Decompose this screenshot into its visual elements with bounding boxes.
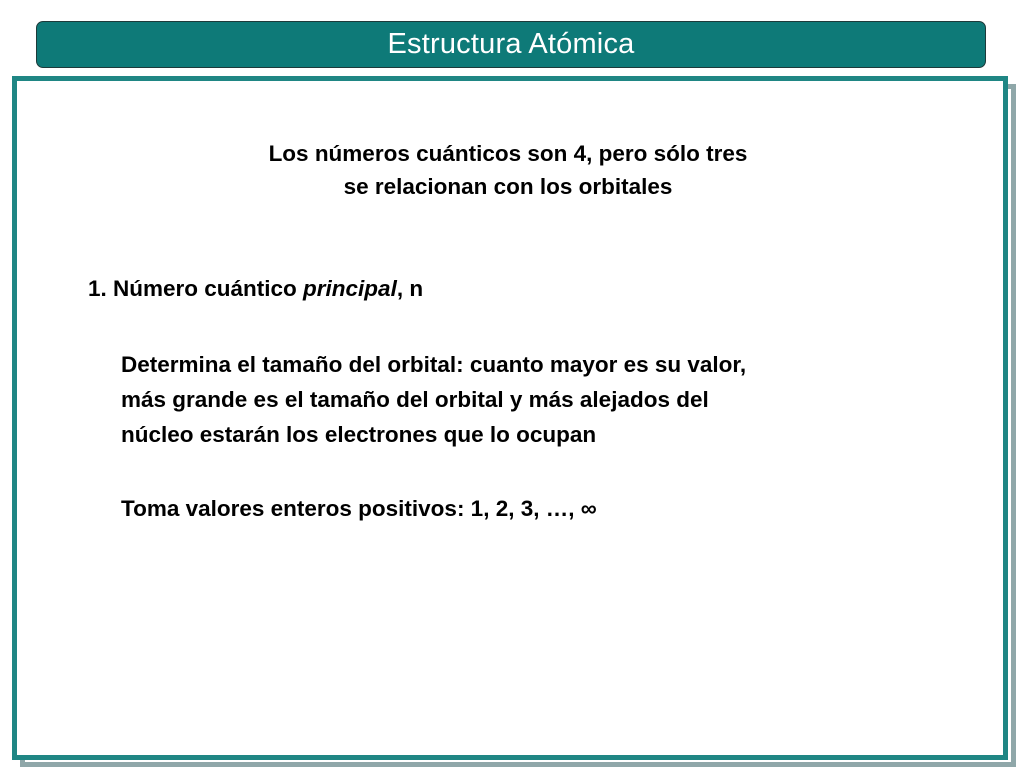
section-heading (88, 272, 423, 305)
intro-text (150, 137, 866, 203)
description-line-3: núcleo estarán los electrones que lo ocupan (121, 422, 597, 447)
intro-line-2: se relacionan con los orbitales (343, 174, 673, 199)
heading-emphasis: principal (303, 276, 397, 301)
heading-suffix: , n (396, 276, 424, 301)
description-line-1: Determina el tamaño del orbital: cuanto mayor es su valor, (121, 352, 747, 377)
slide-title: Estructura Atómica (387, 27, 635, 60)
intro-line-1: Los números cuánticos son 4, pero sólo tres (268, 141, 748, 166)
description-paragraph (121, 347, 941, 452)
description-line-2: más grande es el tamaño del orbital y más alejados del (121, 387, 709, 412)
values-text: Toma valores enteros positivos: 1, 2, 3, …, ∞ (121, 496, 597, 521)
heading-prefix: 1. Número cuántico (88, 276, 304, 301)
